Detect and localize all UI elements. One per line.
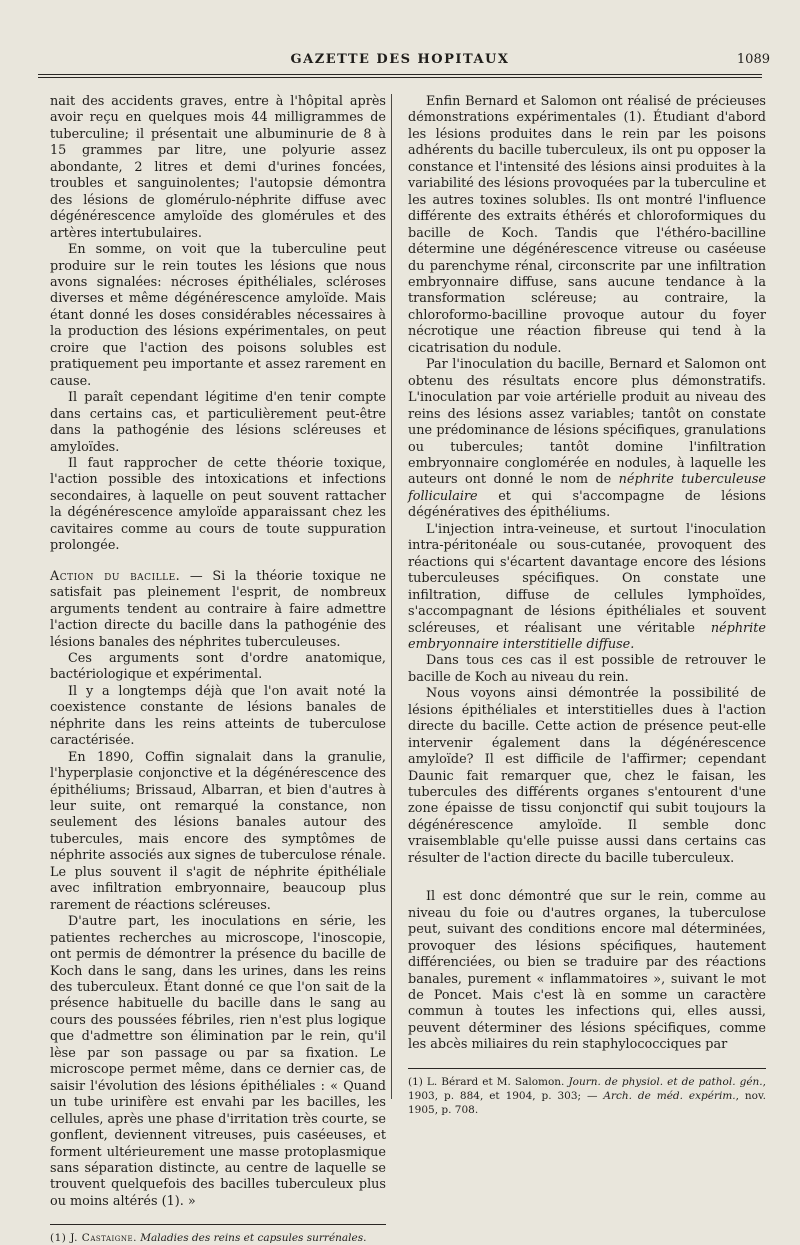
- footnote-title: Maladies des reins et capsules surrénales.: [140, 1232, 367, 1245]
- paragraph: Il y a longtemps déjà que l'on avait noté la coexistence constante de lésions banales de néphrite dans les reins atteints de tuberculose caractérisée.: [50, 683, 386, 749]
- footnote-journal: Arch. de méd. expérim.: [603, 1089, 736, 1102]
- paragraph-text: L'injection intra-veineuse, et surtout l'inoculation intra-péritonéale ou sous-cutanée, provoquent des réactions qui s'écartent davantage encore des lésions tuberculeuses spécifiques. On constate une infiltration, diffuse de cellules lymphoïdes, s'accompagnant de lésions épithéliales et souvent scléreuses, et réalisant une véritable: [408, 521, 766, 636]
- paragraph: En 1890, Coffin signalait dans la granulie, l'hyperplasie conjonctive et la dégénérescence des épithéliums; Brissaud, Albarran, et bien d'autres à leur suite, ont remarqué la constance, non seulement des lésions banales autour des tubercules, mais encore des symptômes de néphrite associés aux signes de tuberculose rénale. Le plus souvent il s'agit de néphrite épithéliale avec infiltration embryonnaire, beaucoup plus rarement de réactions scléreuses.: [50, 749, 386, 913]
- footnote-text: , nov. 1905, p. 708.: [408, 1089, 766, 1116]
- section-text: — Si la théorie toxique ne satisfait pas pleinement l'esprit, de nombreux arguments tendent au contraire à faire admettre l'action directe du bacille dans la pathogénie des lésions banales des néphrites tuberculeuses.: [50, 568, 386, 650]
- column-separator: [391, 94, 392, 1099]
- left-column: [50, 94, 386, 1245]
- footnote-lead: (1) L. Bérard et M. Salomon.: [408, 1075, 569, 1088]
- section-title: Action du bacille.: [50, 568, 181, 584]
- footnote-text: , 1903, p. 884, et 1904, p. 303; —: [408, 1075, 766, 1102]
- paragraph: Il est donc démontré que sur le rein, comme au niveau du foie ou d'autres organes, la tuberculose peut, suivant des conditions encore mal déterminées, provoquer des lésions spécifiques, hautement différenciées, ou bien se traduire par des réactions banales, purement « inflammatoires », suivant le mot de Poncet. Mais c'est là en somme un caractère commun à toutes les infections qui, elles aussi, peuvent déterminer des lésions spécifiques, comme les abcès miliaires du rein staphylococciques par: [408, 889, 766, 1053]
- header-rule: [38, 74, 762, 78]
- footnote-rule: [408, 1068, 766, 1069]
- paragraph: Enfin Bernard et Salomon ont réalisé de précieuses démonstrations expérimentales (1). Étudiant d'abord les lésions produites dans le rein par les poisons adhérents du bacille tuberculeux, ils ont pu opposer la constance et l'intensité des lésions ainsi produites à la variabilité des lésions provoquées par la tuberculine et les autres toxines solubles. Ils ont montré l'influence différente des extraits éthérés et chloroformiques du bacille de Koch. Tandis que l'éthéro-bacilline détermine une dégénérescence vitreuse ou caséeuse du parenchyme rénal, circonscrite par une infiltration embryonnaire diffuse, sans aucune tendance à la transformation scléreuse; au contraire, la chloroformo-bacilline provoque autour du foyer nécrotique une réaction fibreuse qui tend à la cicatrisation du nodule.: [408, 94, 766, 356]
- journal-title: GAZETTE DES HOPITAUX: [290, 52, 510, 67]
- paragraph: Il paraît cependant légitime d'en tenir compte dans certains cas, et particulièrement peut-être dans la pathogénie des lésions scléreuses et amyloïdes.: [50, 390, 386, 455]
- paragraph: Dans tous ces cas il est possible de retrouver le bacille de Koch au niveau du rein.: [408, 653, 766, 685]
- paragraph: Nous voyons ainsi démontrée la possibilité de lésions épithéliales et interstitielles dues à l'action directe du bacille. Cette action de présence peut-elle intervenir également dans la dégénérescence amyloïde? Il est difficile de l'affirmer; cependant Daunic fait remarquer que, chez le faisan, les tubercules des différents organes s'entourent d'une zone épaisse de tissu conjonctif qui subit toujours la dégénérescence amyloïde. Il semble donc vraisemblable qu'elle puisse aussi dans certains cas résulter de l'action directe du bacille tuberculeux.: [408, 686, 766, 866]
- section-paragraph: [50, 569, 386, 651]
- footnote: [408, 1075, 766, 1117]
- paragraph: nait des accidents graves, entre à l'hôpital après avoir reçu en quelques mois 44 milligrammes de tuberculine; il présentait une albuminurie de 8 à 15 grammes par litre, une polyurie assez abondante, 2 litres et demi d'urines foncées, troubles et sanguinolentes; l'autopsie démontra des lésions de glomérulo-néphrite diffuse avec dégénérescence amyloïde des glomérules et des artères intertubulaires.: [50, 94, 386, 241]
- footnote: [50, 1231, 386, 1245]
- paragraph-text: Par l'inoculation du bacille, Bernard et Salomon ont obtenu des résultats encore plus démonstratifs. L'inoculation par voie artérielle produit au niveau des reins des lésions assez variables; tantôt on constate une prédominance de lésions spécifiques, granulations ou tubercules; tantôt domine l'infiltration embryonnaire conglomérée en nodules, à laquelle les auteurs ont donné le nom de: [408, 357, 766, 488]
- running-header: [0, 52, 800, 74]
- paragraph: D'autre part, les inoculations en série, les patientes recherches au microscope, l'inoscopie, ont permis de démontrer la présence du bacille de Koch dans le sang, dans les urines, dans les reins des tuberculeux. Étant donné ce que l'on sait de la présence habituelle du bacille dans le sang au cours des poussées fébriles, rien n'est plus logique que d'admettre son élimination par le rein, qu'il lèse par son passage ou par sa fixation. Le microscope permet même, dans ce dernier cas, de saisir l'évolution des lésions épithéliales : « Quand un tube urinifère est envahi par les bacilles, les cellules, après une phase d'irritation très courte, se gonflent, deviennent vitreuses, puis caséeuses, et forment ultérieurement une masse protoplasmique sans séparation distincte, au centre de laquelle se trouvent quelquefois des bacilles tuberculeux plus ou moins altérés (1). »: [50, 914, 386, 1209]
- right-column: [408, 94, 766, 1117]
- page-number: 1089: [736, 52, 770, 67]
- footnote-journal: Journ. de physiol. et de pathol. gén.: [568, 1075, 763, 1088]
- paragraph: [408, 357, 766, 522]
- paragraph: Ces arguments sont d'ordre anatomique, bactériologique et expérimental.: [50, 650, 386, 683]
- footnote-author: (1) J. Castaigne.: [50, 1232, 137, 1245]
- paragraph: Il faut rapprocher de cette théorie toxique, l'action possible des intoxications et infections secondaires, à laquelle on peut souvent rattacher la dégénérescence amyloïde apparaissant chez les cavitaires comme au cours de toute suppuration prolongée.: [50, 455, 386, 554]
- section-gap: [408, 867, 766, 889]
- emphasis-term: néphrite tuberculeuse folliculaire: [408, 472, 766, 504]
- paragraph: En somme, on voit que la tuberculine peut produire sur le rein toutes les lésions que nous avons signalées: nécroses épithéliales, scléroses diverses et même dégénérescence amyloïde. Mais étant donné les doses considérables nécessaires à la production des lésions expérimentales, on peut croire que l'action des poisons solubles est pratiquement peu importante et assez rarement en cause.: [50, 242, 386, 389]
- paragraph-text: et qui s'accompagne de lésions dégénératives des épithéliums.: [408, 488, 766, 521]
- emphasis-term: néphrite embryonnaire interstitielle diffuse.: [408, 620, 766, 652]
- footnote-rule: [50, 1224, 386, 1225]
- paragraph: [408, 522, 766, 654]
